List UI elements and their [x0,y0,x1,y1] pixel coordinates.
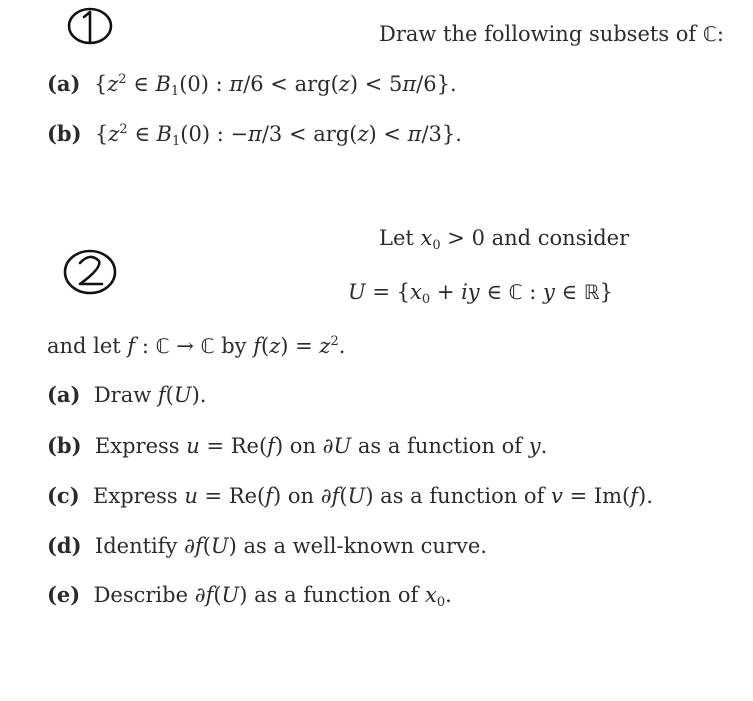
problem2-part-c: (c) Express u = Re(f) on ∂f(U) as a function of v = Im(f). [47,483,653,508]
problem2-intro: Let $x_0 > 0$ and consider [379,226,630,253]
circled-number-1-icon [60,4,122,50]
problem2-part-b: (b) Express u = Re(f) on ∂U as a function of y. [47,433,548,458]
circled-number-2-icon [58,246,124,298]
problem2-part-d: (d) Identify ∂f(U) as a well-known curve. [47,533,487,558]
problem1-part-b: (b) {$z^2$ ∈ $B_1(0)$ : −π/3 < arg(z) < π/3}. [47,121,462,149]
problem2-part-e: (e) Describe ∂f(U) as a function of $x_0$. [47,582,452,610]
problem2-part-a: (a) Draw f(U). [47,382,207,407]
problem2-map-definition: and let f : ℂ → ℂ by $f(z) = z^2$. [47,334,346,358]
problem1-part-a: (a) {$z^2$ ∈ $B_1(0)$ : π/6 < arg(z) < 5π/6}. [47,71,457,99]
problem1-intro: Draw the following subsets of ℂ: [379,22,724,46]
problem2-set-definition: $U = \{x_0$ + iy ∈ ℂ : y ∈ ℝ} [348,280,613,307]
